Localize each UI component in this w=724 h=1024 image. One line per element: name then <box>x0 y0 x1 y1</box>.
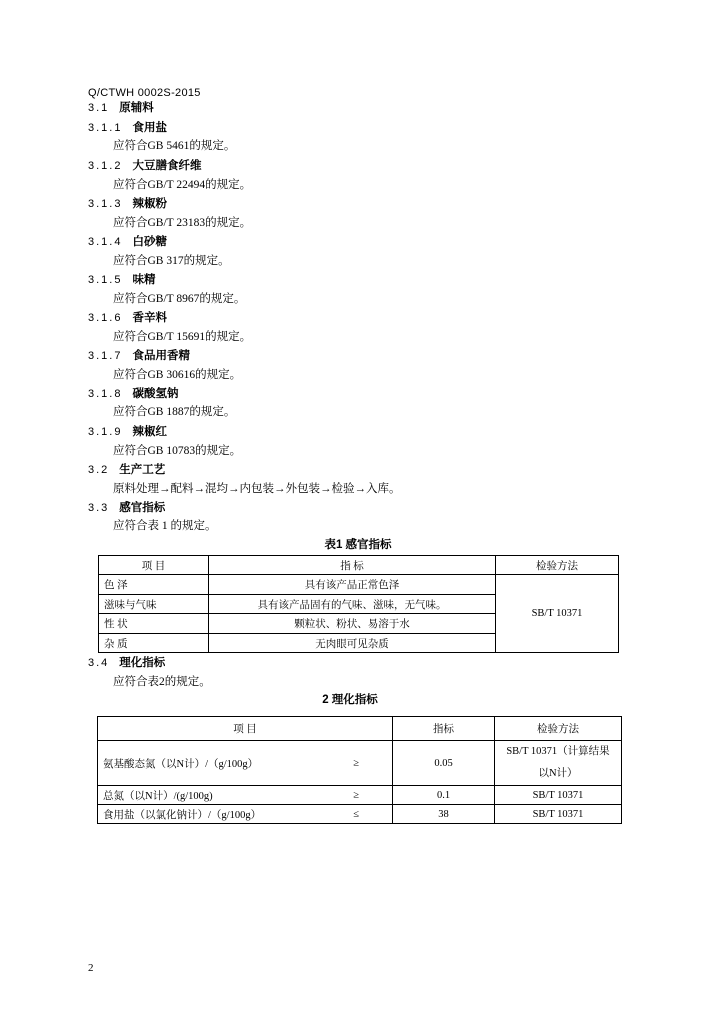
method-cell <box>495 741 622 786</box>
comparison-symbol: ≥ <box>353 757 359 769</box>
clause-3-1-4-text: 应符合GB 317的规定。 <box>113 255 230 267</box>
section-title: 生产工艺 <box>119 464 166 476</box>
process-flow-text: 原料处理→配料→混均→内包装→外包装→检验→入库。 <box>113 483 401 495</box>
section-title: 感官指标 <box>119 502 166 514</box>
clause-number: 3.1.8 <box>88 388 123 400</box>
section-3-4-text: 应符合表2的规定。 <box>113 676 211 688</box>
clause-3-1-7-text: 应符合GB 30616的规定。 <box>113 369 242 381</box>
clause-3-1-2-heading <box>88 159 201 173</box>
clause-number: 3.1.6 <box>88 312 123 324</box>
section-number: 3.4 <box>88 657 110 669</box>
section-3-2-heading <box>88 463 165 477</box>
clause-title: 食用盐 <box>132 122 167 134</box>
item-cell: 性 状 <box>99 614 209 634</box>
header-item: 项 目 <box>99 556 209 575</box>
clause-3-1-5-text: 应符合GB/T 8967的规定。 <box>113 293 246 305</box>
comparison-symbol: ≥ <box>353 789 359 801</box>
section-title: 理化指标 <box>119 657 166 669</box>
clause-number: 3.1.9 <box>88 426 123 438</box>
value-cell: 0.05 <box>393 741 495 786</box>
clause-title: 味精 <box>132 274 156 286</box>
item-cell <box>98 805 393 824</box>
section-title: 原辅料 <box>119 102 154 114</box>
header-method: 检验方法 <box>495 717 622 741</box>
table2-caption: 2 理化指标 <box>322 694 378 706</box>
method-cell: SB/T 10371 <box>496 575 619 653</box>
clause-title: 辣椒红 <box>132 426 167 438</box>
method-line: 以N计） <box>538 768 578 779</box>
spec-cell: 具有该产品固有的气味、滋味，无气味。 <box>209 595 496 614</box>
clause-number: 3.1.7 <box>88 350 123 362</box>
clause-title: 香辛料 <box>132 312 167 324</box>
method-cell: SB/T 10371 <box>495 786 622 805</box>
clause-3-1-1-heading <box>88 121 167 135</box>
clause-3-1-5-heading <box>88 273 155 287</box>
item-cell <box>98 786 393 805</box>
section-3-3-text: 应符合表 1 的规定。 <box>113 520 217 532</box>
item-label: 食用盐（以氯化钠计）/（g/100g） <box>103 809 262 821</box>
clause-number: 3.1.5 <box>88 274 123 286</box>
spec-cell: 颗粒状、粉状、易溶于水 <box>209 614 496 634</box>
clause-3-1-8-heading <box>88 387 178 401</box>
section-number: 3.1 <box>88 102 110 114</box>
clause-3-1-7-heading <box>88 349 190 363</box>
header-spec: 指 标 <box>209 556 496 575</box>
table-row <box>98 805 622 824</box>
clause-title: 辣椒粉 <box>132 198 167 210</box>
clause-3-1-6-text: 应符合GB/T 15691的规定。 <box>113 331 252 343</box>
clause-3-1-8-text: 应符合GB 1887的规定。 <box>113 406 236 418</box>
clause-title: 大豆膳食纤维 <box>132 160 202 172</box>
clause-3-1-4-heading <box>88 235 167 249</box>
table-header-row <box>98 717 622 741</box>
clause-number: 3.1.4 <box>88 236 123 248</box>
item-label: 氨基酸态氮（以N计）/（g/100g） <box>103 758 259 770</box>
section-3-3-heading <box>88 501 165 515</box>
spec-cell: 具有该产品正常色泽 <box>209 575 496 595</box>
clause-3-1-1-text: 应符合GB 5461的规定。 <box>113 140 236 152</box>
method-line: SB/T 10371（计算结果 <box>506 746 610 757</box>
table-row <box>98 741 622 786</box>
value-cell: 38 <box>393 805 495 824</box>
clause-number: 3.1.1 <box>88 122 123 134</box>
document-code: Q/CTWH 0002S-2015 <box>88 87 201 99</box>
clause-title: 碳酸氢钠 <box>132 388 179 400</box>
header-method: 检验方法 <box>496 556 619 575</box>
spec-cell: 无肉眼可见杂质 <box>209 634 496 653</box>
table1-caption: 表1 感官指标 <box>324 539 392 551</box>
header-item: 项 目 <box>98 717 393 741</box>
clause-title: 白砂糖 <box>132 236 167 248</box>
clause-3-1-6-heading <box>88 311 167 325</box>
table-row <box>98 786 622 805</box>
comparison-symbol: ≤ <box>353 808 359 820</box>
clause-3-1-2-text: 应符合GB/T 22494的规定。 <box>113 179 252 191</box>
item-cell: 色 泽 <box>99 575 209 595</box>
physicochemical-table <box>97 716 622 824</box>
sensory-table <box>98 555 619 653</box>
item-label: 总氮（以N计）/(g/100g) <box>103 790 213 802</box>
clause-3-1-9-text: 应符合GB 10783的规定。 <box>113 445 242 457</box>
item-cell <box>98 741 393 786</box>
page-number: 2 <box>88 962 94 974</box>
value-cell: 0.1 <box>393 786 495 805</box>
item-cell: 杂 质 <box>99 634 209 653</box>
method-cell: SB/T 10371 <box>495 805 622 824</box>
clause-number: 3.1.2 <box>88 160 123 172</box>
clause-number: 3.1.3 <box>88 198 123 210</box>
clause-3-1-9-heading <box>88 425 167 439</box>
section-number: 3.2 <box>88 464 110 476</box>
table-header-row <box>99 556 619 575</box>
section-3-4-heading <box>88 656 165 670</box>
section-number: 3.3 <box>88 502 110 514</box>
clause-3-1-3-heading <box>88 197 167 211</box>
header-value: 指标 <box>393 717 495 741</box>
clause-3-1-3-text: 应符合GB/T 23183的规定。 <box>113 217 252 229</box>
clause-title: 食品用香精 <box>132 350 190 362</box>
section-3-1-heading <box>88 101 154 115</box>
item-cell: 滋味与气味 <box>99 595 209 614</box>
table-row <box>99 575 619 595</box>
